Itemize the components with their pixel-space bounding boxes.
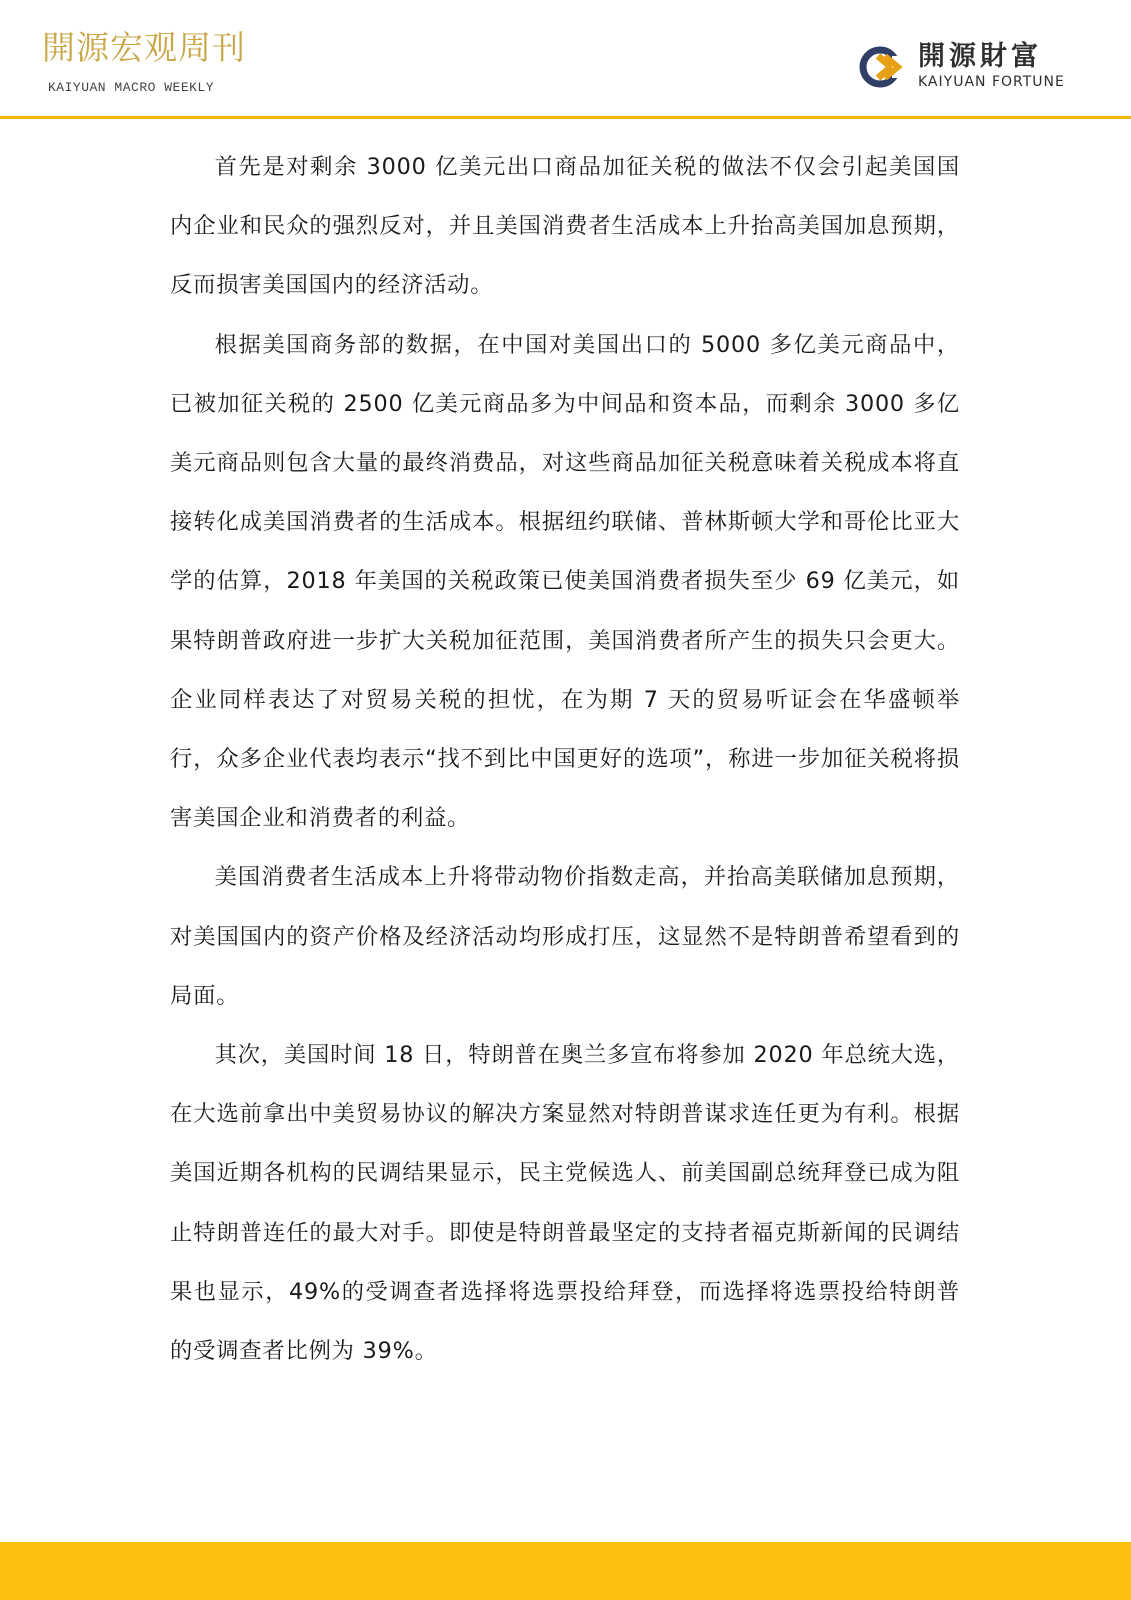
- logo-chinese-name: 開源財富: [918, 41, 1042, 72]
- article-body: [170, 138, 960, 1381]
- page-header: [0, 0, 1131, 118]
- header-divider: [0, 116, 1131, 119]
- paragraph: 美国消费者生活成本上升将带动物价指数走高，并抬高美联储加息预期，对美国国内的资产价格及经济活动均形成打压，这显然不是特朗普希望看到的局面。: [170, 864, 960, 1009]
- publication-title: 開源宏观周刊: [42, 28, 246, 67]
- logo-english-name: KAIYUAN FORTUNE: [918, 74, 1065, 90]
- company-logo: [858, 42, 1088, 98]
- publication-subtitle: KAIYUAN MACRO WEEKLY: [48, 80, 215, 95]
- paragraph: 首先是对剩余 3000 亿美元出口商品加征关税的做法不仅会引起美国国内企业和民众的强烈反对，并且美国消费者生活成本上升抬高美国加息预期，反而损害美国国内的经济活动。: [170, 154, 960, 299]
- footer-bar: [0, 1542, 1131, 1600]
- paragraph: 根据美国商务部的数据，在中国对美国出口的 5000 多亿美元商品中，已被加征关税的 2500 亿美元商品多为中间品和资本品，而剩余 3000 多亿美元商品则包含大量的最终消费品，对这些商品加征关税意味着关税成本将直接转化成美国消费者的生活成本。根据纽约联储、普林斯顿大学和哥伦比亚大学的估算，2018 年美国的关税政策已使美国消费者损失至少 69 亿美元，如果特朗普政府进一步扩大关税加征范围，美国消费者所产生的损失只会更大。企业同样表达了对贸易关税的担忧，在为期 7 天的贸易听证会在华盛顿举行，众多企业代表均表示“找不到比中国更好的选项”，称进一步加征关税将损害美国企业和消费者的利益。: [170, 331, 960, 832]
- paragraph: 其次，美国时间 18 日，特朗普在奥兰多宣布将参加 2020 年总统大选，在大选前拿出中美贸易协议的解决方案显然对特朗普谋求连任更为有利。根据美国近期各机构的民调结果显示，民主党候选人、前美国副总统拜登已成为阻止特朗普连任的最大对手。即使是特朗普最坚定的支持者福克斯新闻的民调结果也显示，49%的受调查者选择将选票投给拜登，而选择将选票投给特朗普的受调查者比例为 39%。: [170, 1042, 960, 1365]
- kaiyuan-logo-mark-icon: [858, 42, 908, 92]
